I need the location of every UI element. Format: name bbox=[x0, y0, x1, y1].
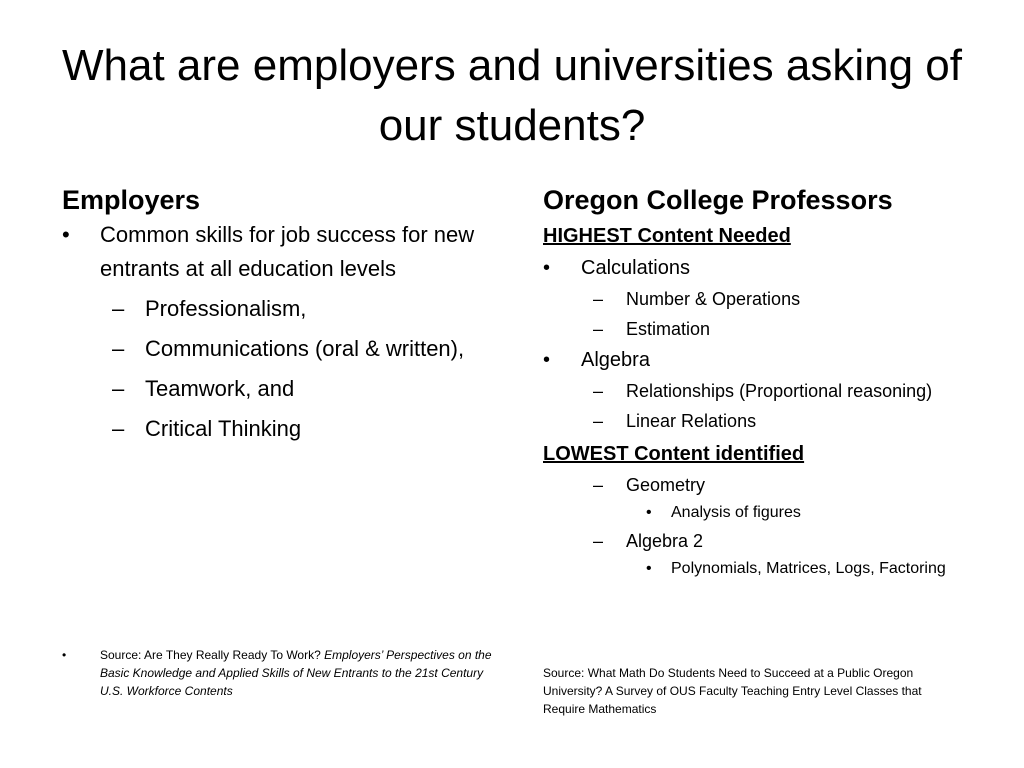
employers-heading: Employers bbox=[62, 185, 201, 215]
subtopic-item bbox=[543, 287, 983, 312]
dash-marker: – bbox=[112, 296, 125, 321]
source-title: Employers’ Perspectives on the Basic Knowledge and Applied Skills of New Entrants to the 21st Century U.S. Workforce Contents bbox=[100, 648, 492, 698]
skill-item bbox=[62, 332, 492, 366]
topic-item bbox=[543, 254, 983, 282]
dash-marker: – bbox=[112, 336, 125, 361]
bullet-marker: • bbox=[646, 560, 652, 577]
employers-bullet bbox=[62, 218, 492, 286]
bullet-marker: • bbox=[543, 349, 551, 371]
subtopic-label: Estimation bbox=[626, 319, 711, 339]
dash-marker: – bbox=[112, 376, 125, 401]
detail-label: Analysis of figures bbox=[671, 504, 801, 521]
source-prefix: Source: Are They Really Ready To Work? bbox=[100, 648, 325, 662]
slide-title: What are employers and universities asking of our students? bbox=[62, 41, 962, 150]
subtopic-label: Relationships (Proportional reasoning) bbox=[626, 381, 933, 401]
topic-item bbox=[543, 346, 983, 374]
subtopic-label: Number & Operations bbox=[626, 289, 801, 309]
skill-item bbox=[62, 412, 492, 446]
dash-marker: – bbox=[593, 289, 604, 309]
bullet-marker: • bbox=[62, 222, 70, 247]
dash-marker: – bbox=[593, 475, 604, 495]
skill-item bbox=[62, 372, 492, 406]
professors-heading: Oregon College Professors bbox=[543, 185, 893, 215]
skill-item bbox=[62, 292, 492, 326]
lowest-content-label: LOWEST Content identified bbox=[543, 443, 805, 465]
professors-source: Source: What Math Do Students Need to Succeed at a Public Oregon University? A Survey of OUS Faculty Teaching Entry Level Classes that Require Mathematics bbox=[543, 666, 922, 716]
professors-column bbox=[543, 182, 983, 580]
employers-column bbox=[62, 182, 492, 446]
subtopic-item bbox=[543, 529, 983, 554]
dash-marker: – bbox=[112, 416, 125, 441]
skill-item-text: Communications (oral & written), bbox=[145, 336, 465, 361]
topic-label: Algebra bbox=[581, 349, 650, 371]
employers-source bbox=[62, 646, 492, 700]
skill-item-text: Critical Thinking bbox=[145, 416, 302, 441]
subtopic-item bbox=[543, 317, 983, 342]
bullet-marker: • bbox=[62, 648, 67, 662]
dash-marker: – bbox=[593, 381, 604, 401]
subtopic-label: Linear Relations bbox=[626, 411, 757, 431]
subtopic-item bbox=[543, 379, 983, 404]
employers-bullet-text: Common skills for job success for new entrants at all education levels bbox=[100, 222, 475, 281]
employers-source-text bbox=[100, 646, 492, 700]
detail-item bbox=[543, 502, 983, 524]
skill-item-text: Professionalism, bbox=[145, 296, 307, 321]
bullet-marker: • bbox=[646, 504, 652, 521]
detail-item bbox=[543, 558, 983, 580]
subtopic-label: Algebra 2 bbox=[626, 531, 704, 551]
highest-content-label: HIGHEST Content Needed bbox=[543, 225, 791, 247]
bullet-marker: • bbox=[543, 257, 551, 279]
subtopic-item bbox=[543, 409, 983, 434]
skill-item-text: Teamwork, and bbox=[145, 376, 295, 401]
topic-label: Calculations bbox=[581, 257, 690, 279]
dash-marker: – bbox=[593, 319, 604, 339]
dash-marker: – bbox=[593, 411, 604, 431]
detail-label: Polynomials, Matrices, Logs, Factoring bbox=[671, 560, 946, 577]
dash-marker: – bbox=[593, 531, 604, 551]
subtopic-label: Geometry bbox=[626, 475, 706, 495]
subtopic-item bbox=[543, 473, 983, 498]
